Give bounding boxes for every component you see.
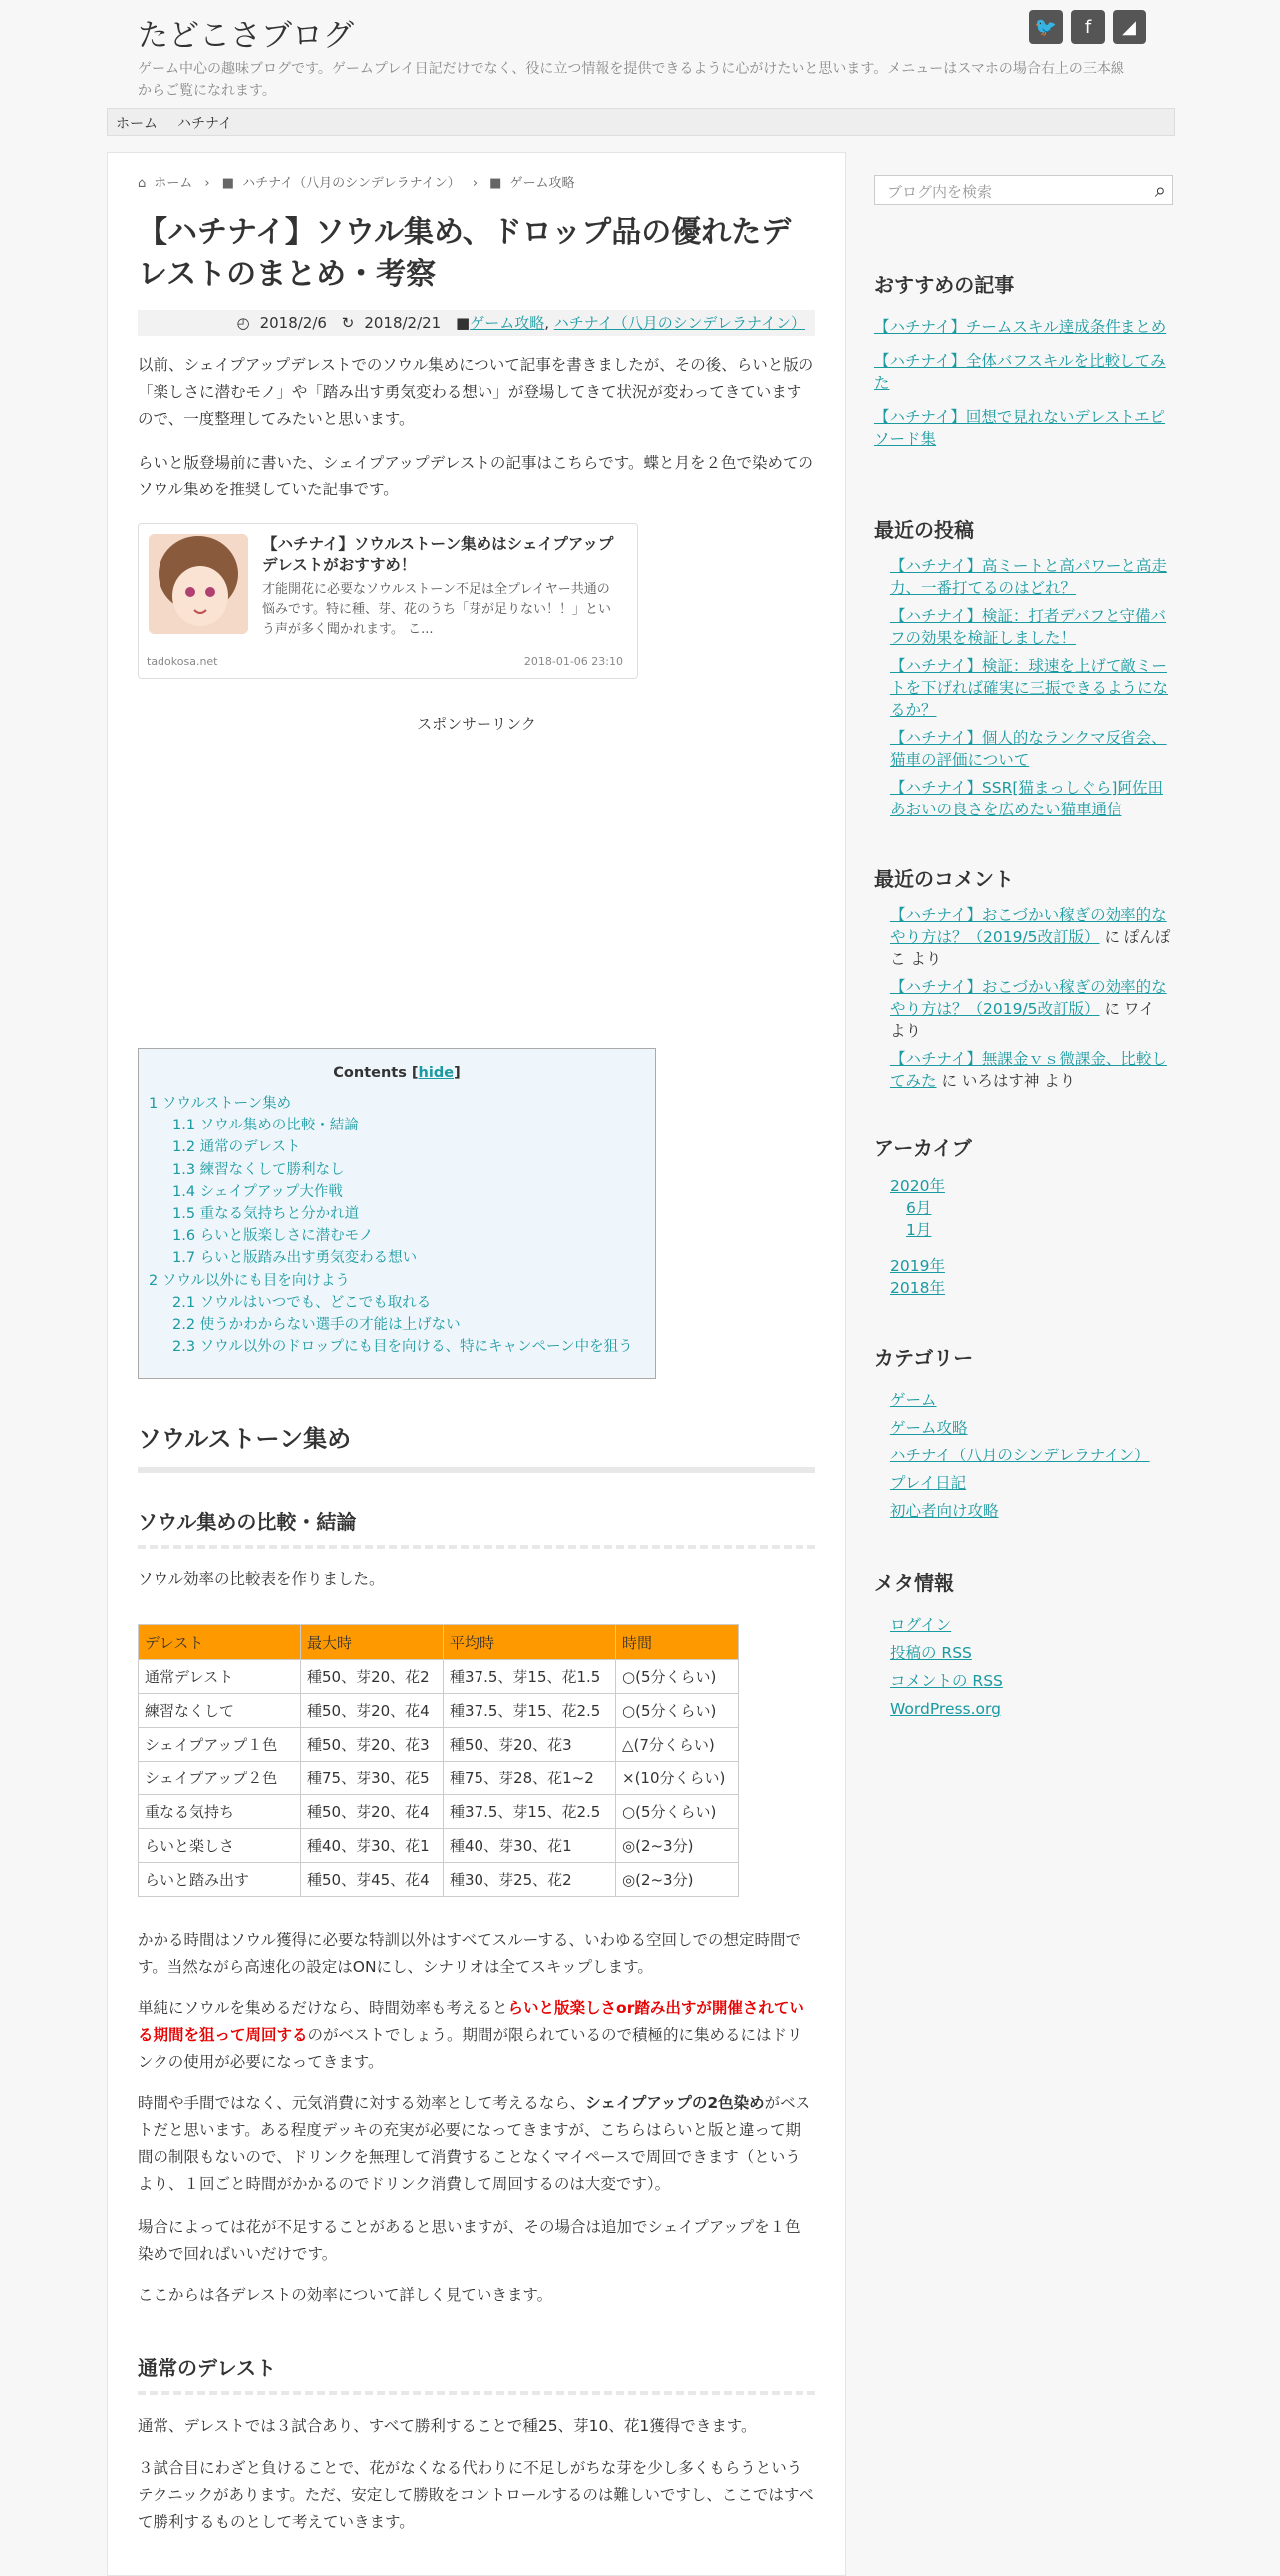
main-content [107, 152, 846, 2576]
table-cell: 種40、芽30、花1 [301, 1829, 444, 1863]
list-item [890, 1472, 1173, 1494]
table-cell: 種75、芽30、花5 [301, 1762, 444, 1795]
body-paragraph: 場合によっては花が不足することがあると思いますが、その場合は追加でシェイプアップを１色染めで回ればいいだけです。 [138, 2218, 800, 2263]
blog-card[interactable] [138, 523, 638, 679]
site-description: ゲーム中心の趣味ブログです。ゲームプレイ日記だけでなく、役に立つ情報を提供できるように心がけたいと思います。メニューはスマホの場合右上の三本線からご覧になれます。 [138, 61, 1124, 99]
post-meta: ◴ 2018/2/6 ↻ 2018/2/21 ■ゲーム攻略, ハチナイ（八月のシンデレラナイン） [138, 310, 815, 336]
comment-post-link[interactable]: 【ハチナイ】おこづかい稼ぎの効率的なやり方は？（2019/5改訂版） [890, 906, 1167, 946]
list-item [890, 1698, 1173, 1720]
table-cell: ◎(2~3分) [616, 1863, 739, 1897]
table-cell: シェイプアップ２色 [139, 1762, 301, 1795]
post-updated: 2018/2/21 [364, 314, 442, 332]
toc-item[interactable]: 2.3 ソウル以外のドロップにも目を向ける、特にキャンペーン中を狙う [172, 1339, 633, 1356]
card-description: 才能開花に必要なソウルストーン不足は全プレイヤー共通の悩みです。特に種、芽、花のうち「芽が足りない！！」という声が多く聞かれます。 こ... [262, 582, 611, 637]
card-thumbnail [149, 534, 248, 634]
archive-2020[interactable]: 2020年 [890, 1177, 945, 1195]
archive-2020-06[interactable]: 6月 [906, 1199, 932, 1217]
list-item [874, 316, 1173, 338]
recommended-link[interactable]: 【ハチナイ】全体バフスキルを比較してみた [874, 352, 1166, 392]
toc-item[interactable]: 2.1 ソウルはいつでも、どこでも取れる [172, 1294, 432, 1311]
intro-paragraph: 以前、シェイプアップデレストでのソウル集めについて記事を書きましたが、その後、らいと版の「楽しさに潜むモノ」や「踏み出す勇気変わる想い」が登場してきて状況が変わってきていますので、一度整理してみたいと思います。 [138, 356, 814, 428]
meta-link[interactable]: WordPress.org [890, 1700, 1001, 1718]
table-cell: らいと踏み出す [139, 1863, 301, 1897]
folder-icon: ■ [456, 314, 471, 332]
comment-author: に ワイ より [890, 1000, 1155, 1040]
table-cell: 種40、芽30、花1 [444, 1829, 616, 1863]
category-link[interactable]: ハチナイ（八月のシンデレラナイン） [890, 1447, 1150, 1464]
toc-item[interactable]: 1.6 らいと版楽しさに潜むモノ [172, 1228, 374, 1245]
list-item [890, 1642, 1173, 1664]
toc-list [139, 1093, 655, 1358]
body-paragraph: 通常、デレストでは３試合あり、すべて勝利することで種25、芽10、花1獲得できます。 [138, 2417, 757, 2435]
section-heading: ソウルストーン集め [138, 1419, 815, 1473]
table-cell: 種75、芽28、花1~2 [444, 1762, 616, 1795]
table-cell: 種50、芽20、花2 [301, 1660, 444, 1694]
comment-item [890, 904, 1173, 970]
toc-item[interactable]: 1.2 通常のデレスト [172, 1139, 301, 1156]
bold-text: シェイプアップの2色染め [585, 2094, 765, 2112]
toc-item[interactable]: 1.3 練習なくして勝利なし [172, 1161, 345, 1178]
list-item [890, 727, 1173, 771]
folder-icon: ■ [221, 176, 235, 191]
list-item [890, 1670, 1173, 1692]
category-link[interactable]: ゲーム攻略 [890, 1419, 968, 1437]
toc-item[interactable]: 2 ソウル以外にも目を向けよう [149, 1272, 350, 1289]
recommended-widget [874, 269, 1173, 462]
table-row [139, 1795, 739, 1829]
toc-item[interactable]: 1.1 ソウル集めの比較・結論 [172, 1118, 359, 1134]
body-paragraph: かかる時間はソウル獲得に必要な特訓以外はすべてスルーする、いわゆる空回しでの想定時間です。当然ながら高速化の設定はONにし、シナリオは全てスキップします。 [138, 1931, 800, 1976]
table-cell: 通常デレスト [139, 1660, 301, 1694]
breadcrumb-cat1[interactable]: ハチナイ（八月のシンデレラナイン） [242, 176, 461, 191]
widget-title: 最近の投稿 [874, 518, 974, 542]
soul-comparison-table [138, 1624, 739, 1897]
nav-home[interactable]: ホーム [116, 116, 158, 132]
search-input[interactable] [874, 175, 1173, 205]
comment-item [890, 1048, 1173, 1092]
table-header-cell: 最大時 [301, 1625, 444, 1660]
home-icon: ⌂ [138, 176, 147, 191]
table-cell: 種37.5、芽15、花2.5 [444, 1795, 616, 1829]
sponsor-label: スポンサーリンク [417, 715, 536, 733]
recent-post-link[interactable]: 【ハチナイ】個人的なランクマ反省会、猫車の評価について [890, 729, 1167, 769]
table-cell: 種50、芽20、花4 [301, 1795, 444, 1829]
toc-item[interactable]: 1.4 シェイプアップ大作戦 [172, 1183, 343, 1200]
recent-post-link[interactable]: 【ハチナイ】SSR[猫まっしぐら]阿佐田あおいの良さを広めたい猫車通信 [890, 779, 1163, 818]
subsection-heading: ソウル集めの比較・結論 [138, 1506, 815, 1549]
table-row [139, 1660, 739, 1694]
comment-item [890, 976, 1173, 1042]
table-row [139, 1829, 739, 1863]
list-item [890, 1417, 1173, 1439]
toc-item[interactable]: 1 ソウルストーン集め [149, 1096, 292, 1112]
meta-widget [874, 1567, 1173, 1726]
list-item [874, 406, 1173, 450]
table-row [139, 1863, 739, 1897]
recent-posts-widget [874, 514, 1173, 826]
global-nav [107, 108, 1175, 136]
table-cell: シェイプアップ１色 [139, 1728, 301, 1762]
site-header [0, 0, 1280, 106]
table-cell: ×(10分くらい) [616, 1762, 739, 1795]
toc-item[interactable]: 1.7 らいと版踏み出す勇気変わる想い [172, 1250, 418, 1267]
recent-post-link[interactable]: 【ハチナイ】検証：球速を上げて敵ミートを下げれば確実に三振できるようになるか？ [890, 657, 1169, 719]
category-link[interactable]: 初心者向け攻略 [890, 1502, 999, 1520]
breadcrumb-cat2[interactable]: ゲーム攻略 [509, 176, 575, 191]
post-date: 2018/2/6 [259, 314, 327, 332]
meta-cat1[interactable]: ゲーム攻略 [470, 314, 545, 332]
rss-icon[interactable]: ◢ [1113, 10, 1146, 44]
folder-icon: ■ [489, 176, 502, 191]
archive-2020-01[interactable]: 1月 [906, 1221, 932, 1239]
meta-list [874, 1614, 1173, 1720]
table-body [139, 1660, 739, 1897]
comment-post-link[interactable]: 【ハチナイ】おこづかい稼ぎの効率的なやり方は？（2019/5改訂版） [890, 978, 1167, 1018]
site-title[interactable]: たどこさブログ [138, 18, 354, 54]
breadcrumb-home[interactable]: ホーム [154, 176, 193, 191]
breadcrumb: ⌂ ホーム › ■ ハチナイ（八月のシンデレラナイン） › ■ ゲーム攻略 [138, 176, 575, 191]
table-cell: 種50、芽45、花4 [301, 1863, 444, 1897]
list-item [890, 777, 1173, 820]
comment-author: に いろはす神 より [936, 1072, 1076, 1090]
archive-2019[interactable]: 2019年 [890, 1257, 945, 1275]
archive-widget [874, 1132, 1173, 1299]
update-icon: ↻ [341, 314, 355, 332]
table-cell: ○(5分くらい) [616, 1795, 739, 1829]
widget-title: メタ情報 [874, 1571, 954, 1595]
recent-post-link[interactable]: 【ハチナイ】検証：打者デバフと守備バフの効果を検証しました！ [890, 607, 1166, 647]
table-row [139, 1728, 739, 1762]
table-cell: 種50、芽20、花3 [301, 1728, 444, 1762]
intro-paragraph-2: らいと版登場前に書いた、シェイプアップデレストの記事はこちらです。蝶と月を２色で染めてのソウル集めを推奨していた記事です。 [138, 454, 813, 498]
table-row [139, 1762, 739, 1795]
table-intro: ソウル効率の比較表を作りました。 [138, 1570, 385, 1588]
comment-author: に ぽんぽこ より [890, 928, 1171, 968]
card-title[interactable]: 【ハチナイ】ソウルストーン集めはシェイプアップデレストがおすすめ！ [262, 535, 614, 574]
toc-item[interactable]: 1.5 重なる気持ちと分かれ道 [172, 1206, 360, 1223]
highlight-text: らいと版楽しさor踏み出すが開催されている期間を狙って周回する [138, 1999, 804, 2044]
table-of-contents: Contents [hide] 1 ソウルストーン集め 1.1 ソウル集めの比較・結論 1.2 通常のデレスト 1.3 練習なくして勝利なし 1.4 シェイプアップ大作戦 1.5 重なる気持ちと分かれ道 1.6 らいと版楽しさに潜むモノ 1.7 らいと版踏み出す勇気変わる想い 2 ソウル以外にも目を向けよう 2.1 ソウルはいつでも、どこでも取れる 2.2 使うかわからない選手の才能は上げない 2.3 ソウル以外のドロップにも目を向ける、特にキャンペーン中を狙う [138, 1048, 656, 1379]
table-cell: ◎(2~3分) [616, 1829, 739, 1863]
table-cell: △(7分くらい) [616, 1728, 739, 1762]
comment-post-link[interactable]: 【ハチナイ】無課金ｖｓ微課金、比較してみた [890, 1050, 1167, 1090]
table-cell: らいと楽しさ [139, 1829, 301, 1863]
table-cell: 種37.5、芽15、花1.5 [444, 1660, 616, 1694]
list-item [890, 655, 1173, 721]
meta-link[interactable]: ログイン [890, 1616, 952, 1634]
table-header-cell: 時間 [616, 1625, 739, 1660]
clock-icon: ◴ [236, 314, 250, 332]
card-site: tadokosa.net [147, 655, 218, 668]
post-title: 【ハチナイ】ソウル集め、ドロップ品の優れたデレストのまとめ・考察 [138, 215, 792, 292]
search-icon[interactable]: ⌕ [1154, 178, 1166, 202]
table-header-cell: デレスト [139, 1625, 301, 1660]
recommended-link[interactable]: 【ハチナイ】回想で見れないデレストエピソード集 [874, 408, 1166, 448]
meta-link[interactable]: 投稿の RSS [890, 1644, 972, 1662]
list-item [890, 555, 1173, 599]
category-link[interactable]: プレイ日記 [890, 1474, 967, 1492]
category-link[interactable]: ゲーム [890, 1391, 937, 1409]
list-item [890, 1500, 1173, 1522]
body-paragraph: ここからは各デレストの効率について詳しく見ていきます。 [138, 2286, 553, 2304]
nav-hachinai[interactable]: ハチナイ [177, 116, 233, 132]
toc-title: Contents [333, 1065, 407, 1081]
list-item [890, 1389, 1173, 1411]
meta-cat2[interactable]: ハチナイ（八月のシンデレラナイン） [553, 314, 805, 332]
recommended-list [874, 316, 1173, 450]
recent-comments-widget [874, 863, 1173, 1098]
archive-2018[interactable]: 2018年 [890, 1279, 945, 1297]
table-cell: 練習なくして [139, 1694, 301, 1728]
table-cell: 種37.5、芽15、花2.5 [444, 1694, 616, 1728]
table-header-row [139, 1625, 739, 1660]
feedly-icon[interactable]: f [1071, 10, 1105, 44]
recommended-link[interactable]: 【ハチナイ】チームスキル達成条件まとめ [874, 318, 1167, 336]
toc-item[interactable]: 2.2 使うかわからない選手の才能は上げない [172, 1317, 461, 1334]
recent-comments-list [874, 904, 1173, 1092]
category-widget [874, 1342, 1173, 1528]
list-item [874, 350, 1173, 394]
body-paragraph: 時間や手間ではなく、元気消費に対する効率として考えるなら、シェイプアップの2色染めがベストだと思います。ある程度デッキの充実が必要になってきますが、こちらはらいと版と違って期間の制限もないので、ドリンクを無理して消費することなくマイペースで周回できます（というより、１回ごと時間がかかるのでドリンク消費して周回するのは大変です）。 [138, 2094, 811, 2193]
list-item [890, 1614, 1173, 1636]
table-cell: 重なる気持ち [139, 1795, 301, 1829]
twitter-icon[interactable]: 🐦 [1029, 10, 1063, 44]
toc-hide-link[interactable]: hide [418, 1065, 455, 1081]
recent-post-link[interactable]: 【ハチナイ】高ミートと高パワーと高走力、一番打てるのはどれ？ [890, 557, 1167, 597]
meta-link[interactable]: コメントの RSS [890, 1672, 1003, 1690]
widget-title: 最近のコメント [874, 867, 1014, 891]
widget-title: アーカイブ [874, 1136, 972, 1160]
table-cell: 種50、芽20、花4 [301, 1694, 444, 1728]
widget-title: おすすめの記事 [874, 273, 1015, 297]
list-item [890, 1445, 1173, 1466]
table-cell: ○(5分くらい) [616, 1694, 739, 1728]
body-paragraph: 単純にソウルを集めるだけなら、時間効率も考えるとらいと版楽しさor踏み出すが開催されている期間を狙って周回するのがベストでしょう。期間が限られているので積極的に集めるにはドリンクの使用が必要になってきます。 [138, 1999, 804, 2071]
recent-posts-list [874, 555, 1173, 820]
list-item [890, 605, 1173, 649]
table-row [139, 1694, 739, 1728]
table-cell: 種50、芽20、花3 [444, 1728, 616, 1762]
table-cell: 種30、芽25、花2 [444, 1863, 616, 1897]
search-placeholder: ブログ内を検索 [887, 183, 993, 201]
widget-title: カテゴリー [874, 1346, 974, 1370]
table-header-cell: 平均時 [444, 1625, 616, 1660]
category-list [874, 1389, 1173, 1522]
sns-buttons [1029, 10, 1146, 44]
card-date: 2018-01-06 23:10 [523, 655, 623, 668]
body-paragraph: ３試合目にわざと負けることで、花がなくなる代わりに不足しがちな芽を少し多くもらうというテクニックがあります。ただ、安定して勝敗をコントロールするのは難しいですし、ここではすべて勝利するものとして考えていきます。 [138, 2459, 814, 2531]
table-cell: ○(5分くらい) [616, 1660, 739, 1694]
subsection-heading: 通常のデレスト [138, 2352, 815, 2395]
